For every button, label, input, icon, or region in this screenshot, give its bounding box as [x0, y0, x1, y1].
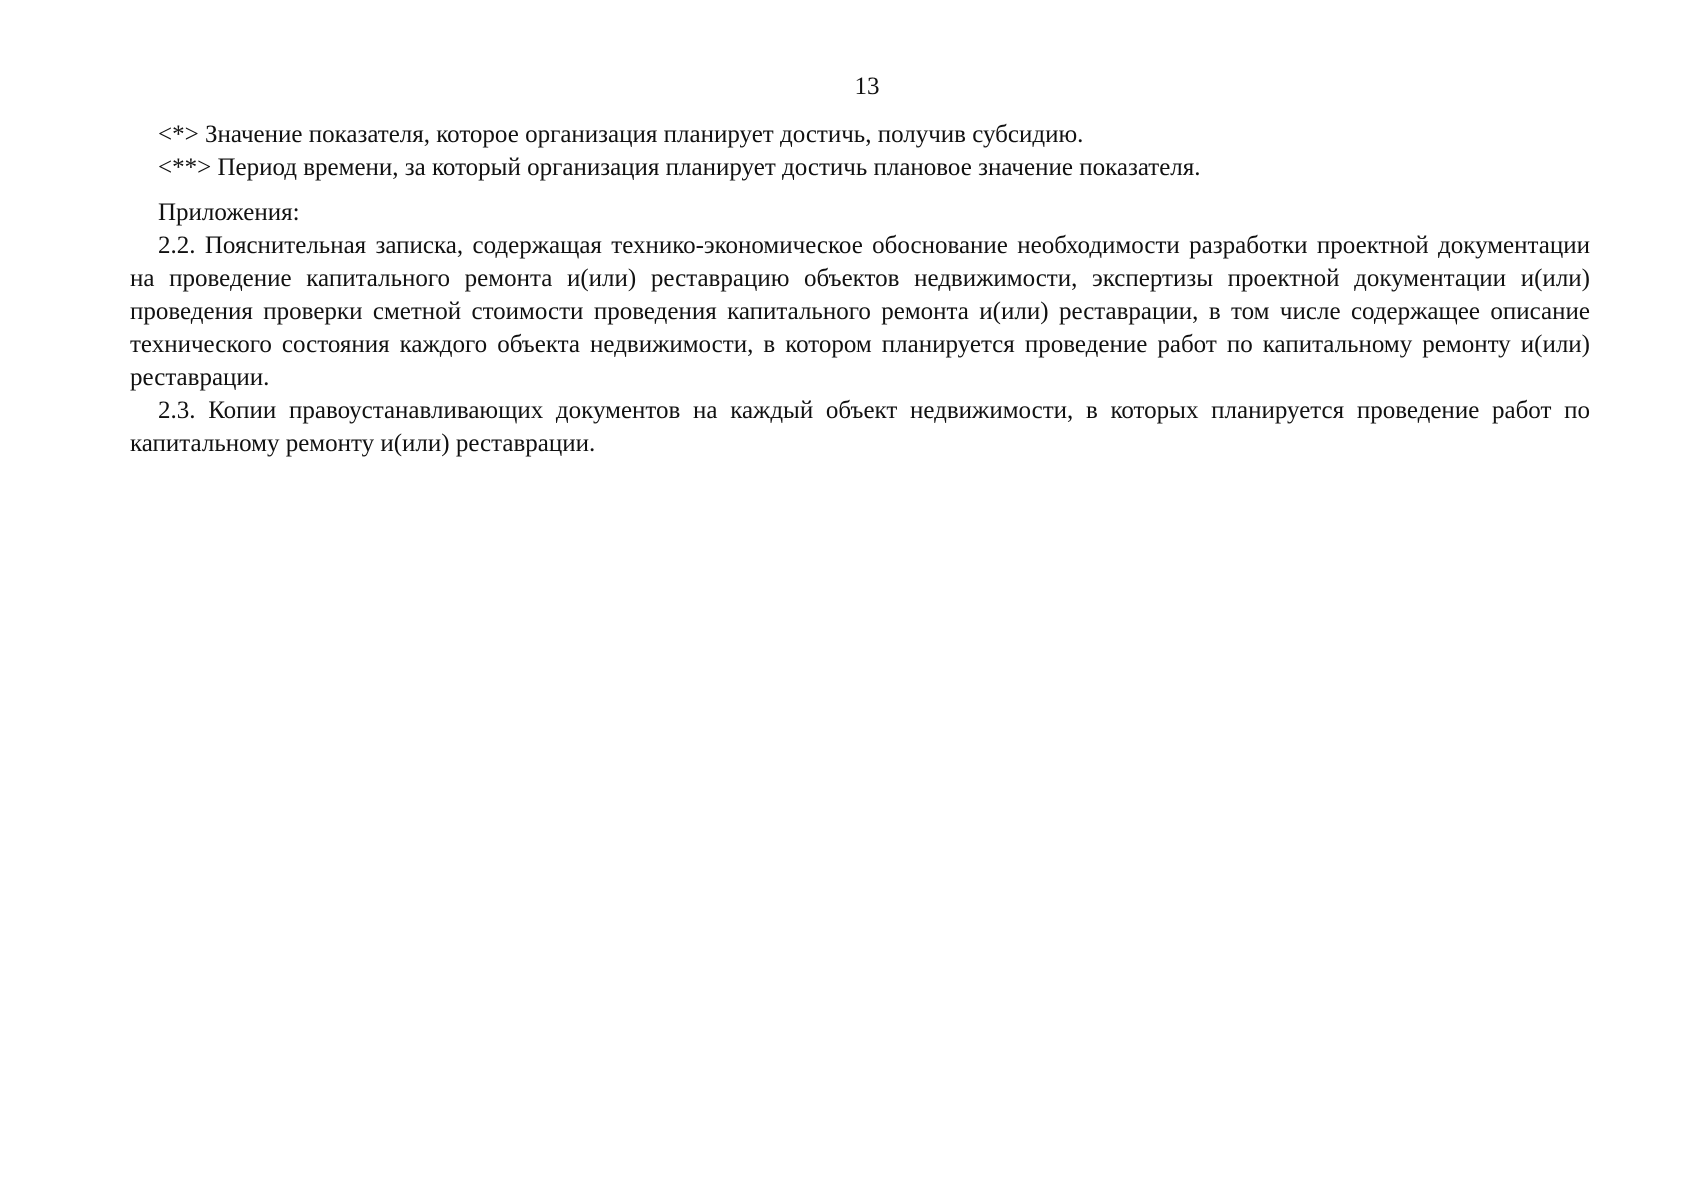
attachments-heading: Приложения:	[158, 199, 300, 226]
attachment-item-2-2: 2.2. Пояснительная записка, содержащая технико-экономическое обоснование необходимости разработки проектной документации на проведение капитального ремонта и(или) реставрацию объектов недвижимости, экспертизы проектной документации и(или) проведения проверки сметной стоимости проведения капитального ремонта и(или) реставрации, в том числе содержащее описание технического состояния каждого объекта недвижимости, в котором планируется проведение работ по капитальному ремонту и(или) реставрации.	[130, 232, 1590, 391]
attachment-item-2-3: 2.3. Копии правоустанавливающих документов на каждый объект недвижимости, в которых планируется проведение работ по капитальному ремонту и(или) реставрации.	[130, 397, 1590, 457]
footnote-2: <**> Период времени, за который организация планирует достичь плановое значение показателя.	[158, 154, 1201, 181]
document-body	[130, 118, 1590, 460]
page-number: 13	[854, 73, 880, 100]
footnote-1: <*> Значение показателя, которое организация планирует достичь, получив субсидию.	[158, 121, 1084, 148]
paragraph-gap	[130, 184, 1590, 196]
